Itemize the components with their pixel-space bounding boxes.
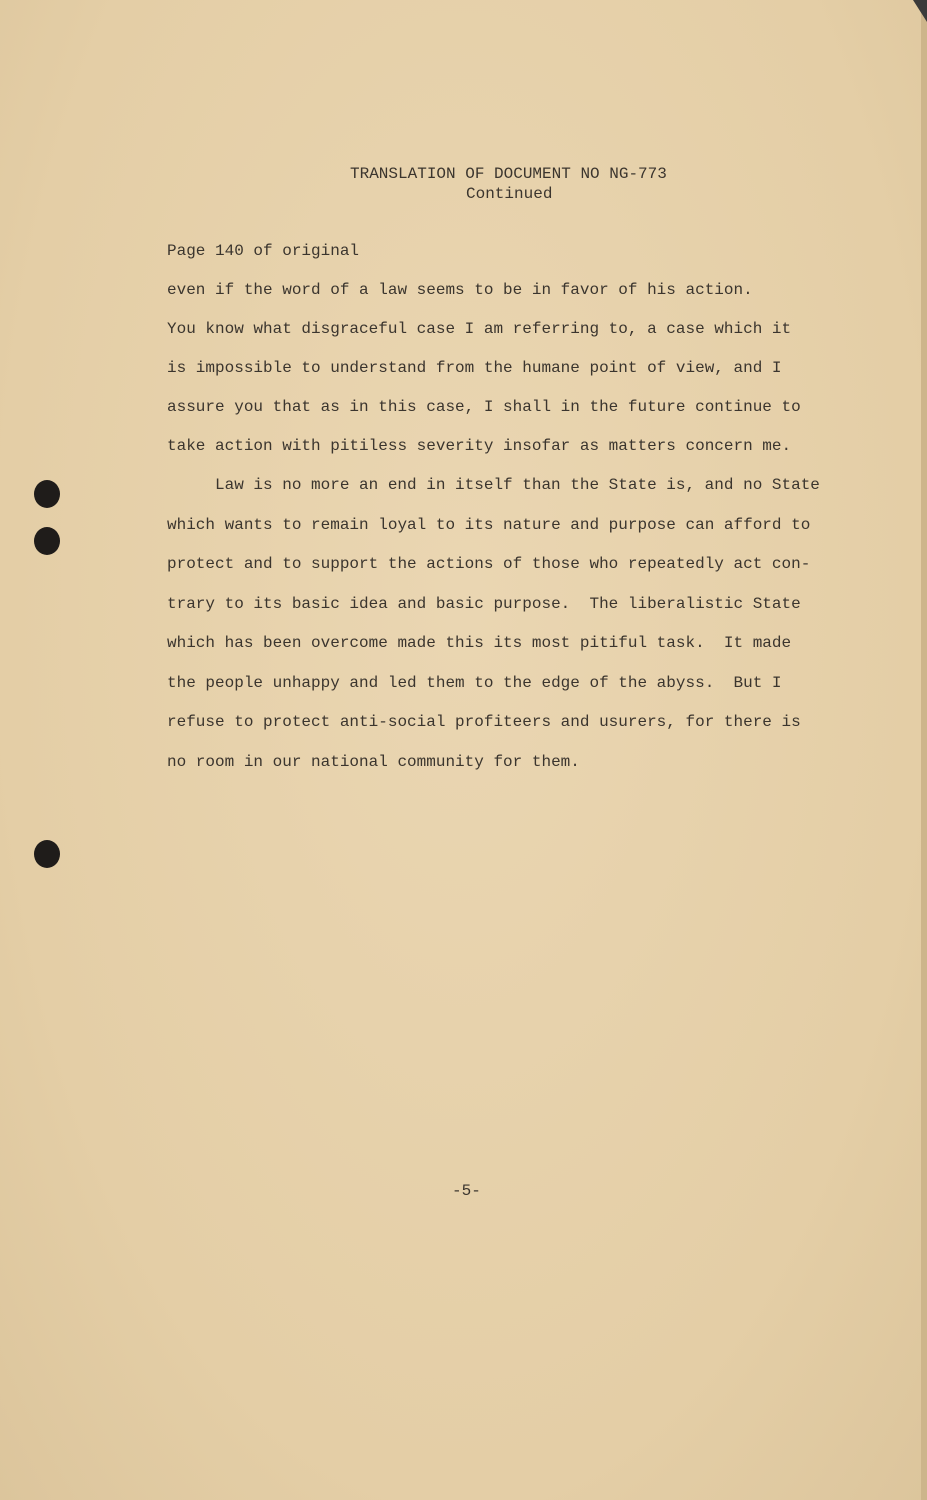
text-line: which has been overcome made this its most pitiful task. It made xyxy=(167,634,792,652)
document-subtitle: Continued xyxy=(466,185,553,203)
text-line: assure you that as in this case, I shall in the future continue to xyxy=(167,398,801,416)
text-line: refuse to protect anti-social profiteers and usurers, for there is xyxy=(167,713,801,731)
text-line: take action with pitiless severity insofar as matters concern me. xyxy=(167,437,792,455)
page-number: -5- xyxy=(452,1182,481,1200)
punch-hole xyxy=(34,480,60,508)
punch-hole xyxy=(34,840,60,868)
text-line: protect and to support the actions of those who repeatedly act con- xyxy=(167,555,811,573)
text-line: trary to its basic idea and basic purpose. The liberalistic State xyxy=(167,595,801,613)
document-title: TRANSLATION OF DOCUMENT NO NG-773 xyxy=(350,165,667,183)
text-line: is impossible to understand from the humane point of view, and I xyxy=(167,359,782,377)
page-reference: Page 140 of original xyxy=(167,242,360,260)
text-line: which wants to remain loyal to its nature and purpose can afford to xyxy=(167,516,811,534)
text-line: You know what disgraceful case I am referring to, a case which it xyxy=(167,320,792,338)
page-corner xyxy=(913,0,927,22)
text-line: Law is no more an end in itself than the State is, and no State xyxy=(215,476,820,494)
text-line: the people unhappy and led them to the edge of the abyss. But I xyxy=(167,674,782,692)
text-line: even if the word of a law seems to be in favor of his action. xyxy=(167,281,753,299)
punch-hole xyxy=(34,527,60,555)
paper-edge xyxy=(921,0,927,1500)
text-line: no room in our national community for them. xyxy=(167,753,580,771)
